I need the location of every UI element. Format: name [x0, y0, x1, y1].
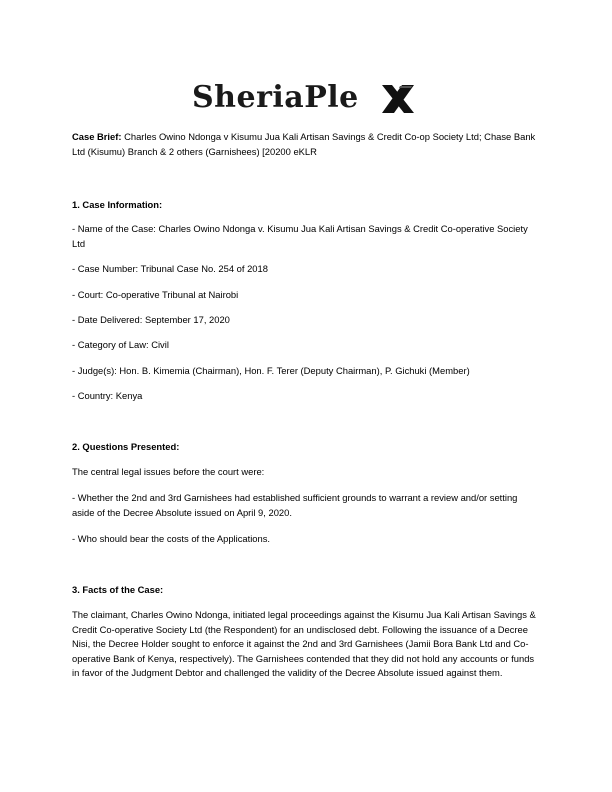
- facts-paragraph: The claimant, Charles Owino Ndonga, initiated legal proceedings against the Kisumu Jua Kali Artisan Savings & Credit Co-operative Society Ltd (the Respondent) for an undisclosed debt. Following the issuance of a Decree Nisi, the Decree Holder sought to enforce it against the 2nd and 3rd Garnishees (Jamii Bora Bank Ltd and Co-operative Bank of Kenya, respectively). The Garnishees contended that they did not hold any accounts or funds in favor of the Judgment Debtor and challenged the validity of the Decree Absolute issued against them.: [72, 609, 536, 679]
- case-info-country: - Country: Kenya: [72, 390, 143, 401]
- question-item: - Who should bear the costs of the Applications.: [72, 533, 271, 544]
- questions-intro: The central legal issues before the court were:: [72, 466, 265, 477]
- logo-x-mark: [380, 81, 416, 117]
- case-brief-text: Charles Owino Ndonga v Kisumu Jua Kali Artisan Savings & Credit Co-op Society Ltd; Chase Bank Ltd (Kisumu) Branch & 2 others (Garnishees) [20200 eKLR: [72, 131, 536, 157]
- case-info-name: - Name of the Case: Charles Owino Ndonga v. Kisumu Jua Kali Artisan Savings & Credit Co-operative Society Ltd: [72, 223, 528, 249]
- section-title-case-information: 1. Case Information:: [72, 199, 163, 210]
- case-brief: [72, 130, 542, 159]
- case-info-judges: - Judge(s): Hon. B. Kimemia (Chairman), Hon. F. Terer (Deputy Chairman), P. Gichuki (Member): [72, 365, 470, 376]
- case-info-number: - Case Number: Tribunal Case No. 254 of 2018: [72, 263, 268, 274]
- case-brief-label: Case Brief:: [72, 131, 122, 142]
- case-info-date: - Date Delivered: September 17, 2020: [72, 314, 230, 325]
- logo-wordmark: SheriaPle: [192, 80, 359, 115]
- case-info-category: - Category of Law: Civil: [72, 339, 169, 350]
- section-title-facts: 3. Facts of the Case:: [72, 584, 164, 595]
- case-info-court: - Court: Co-operative Tribunal at Nairobi: [72, 289, 239, 300]
- section-title-questions: 2. Questions Presented:: [72, 441, 180, 452]
- question-item: - Whether the 2nd and 3rd Garnishees had established sufficient grounds to warrant a review and/or setting aside of the Decree Absolute issued on April 9, 2020.: [72, 492, 518, 518]
- logo: [192, 78, 422, 118]
